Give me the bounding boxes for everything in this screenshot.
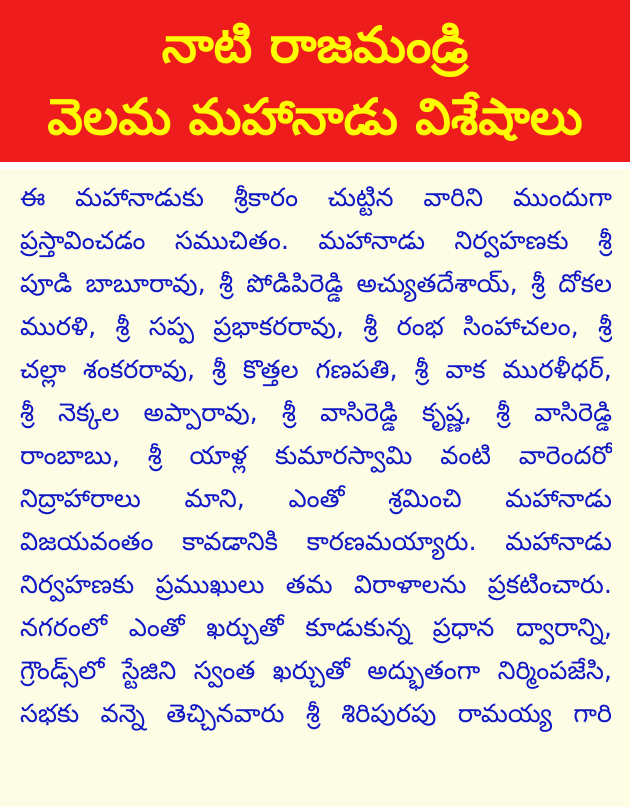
text-line: ప్రస్తావించడం సముచితం. మహానాడు నిర్వహణకు శ్రీ: [20, 226, 612, 256]
text-line: శ్రీ నెక్కల అప్పారావు, శ్రీ వాసిరెడ్డి కృష్ణ, శ్రీ వాసిరెడ్డి: [20, 398, 612, 428]
title-line-2: వెలమ మహానాడు విశేషాలు: [47, 88, 583, 146]
text-line: గ్రౌండ్స్‌లో స్టేజిని స్వంత ఖర్చుతో అద్భుతంగా నిర్మింపజేసి,: [20, 656, 612, 686]
text-line: మురళి, శ్రీ సప్ప ప్రభాకరరావు, శ్రీ రంభ సింహాచలం, శ్రీ: [20, 312, 612, 342]
text-line: నగరంలో ఎంతో ఖర్చుతో కూడుకున్న ప్రధాన ద్వారాన్ని,: [20, 613, 612, 643]
article-body: [0, 169, 630, 807]
text-line: పూడి బాబూరావు, శ్రీ పోడిపిరెడ్డి అచ్యుతదేశాయ్, శ్రీ దోకల: [20, 269, 612, 299]
title-banner: [0, 0, 630, 162]
text-line: చల్లా శంకరరావు, శ్రీ కొత్తల గణపతి, శ్రీ వాక మురళీధర్,: [20, 355, 612, 385]
title-line-1: నాటి రాజమండ్రి: [161, 16, 469, 74]
text-line: ఈ మహానాడుకు శ్రీకారం చుట్టిన వారిని ముందుగా: [20, 183, 612, 213]
text-line: సభకు వన్నె తెచ్చినవారు శ్రీ శిరిపురపు రామయ్య గారి: [20, 699, 612, 729]
text-line: విజయవంతం కావడానికి కారణమయ్యారు. మహానాడు: [20, 527, 612, 557]
text-line: నిద్రాహారాలు మాని, ఎంతో శ్రమించి మహానాడు: [20, 484, 612, 514]
article-paragraph: [20, 177, 612, 736]
text-line: నిర్వహణకు ప్రముఖులు తమ విరాళాలను ప్రకటించారు.: [20, 570, 612, 600]
text-line: రాంబాబు, శ్రీ యాళ్ల కుమారస్వామి వంటి వారెందరో: [20, 441, 612, 471]
